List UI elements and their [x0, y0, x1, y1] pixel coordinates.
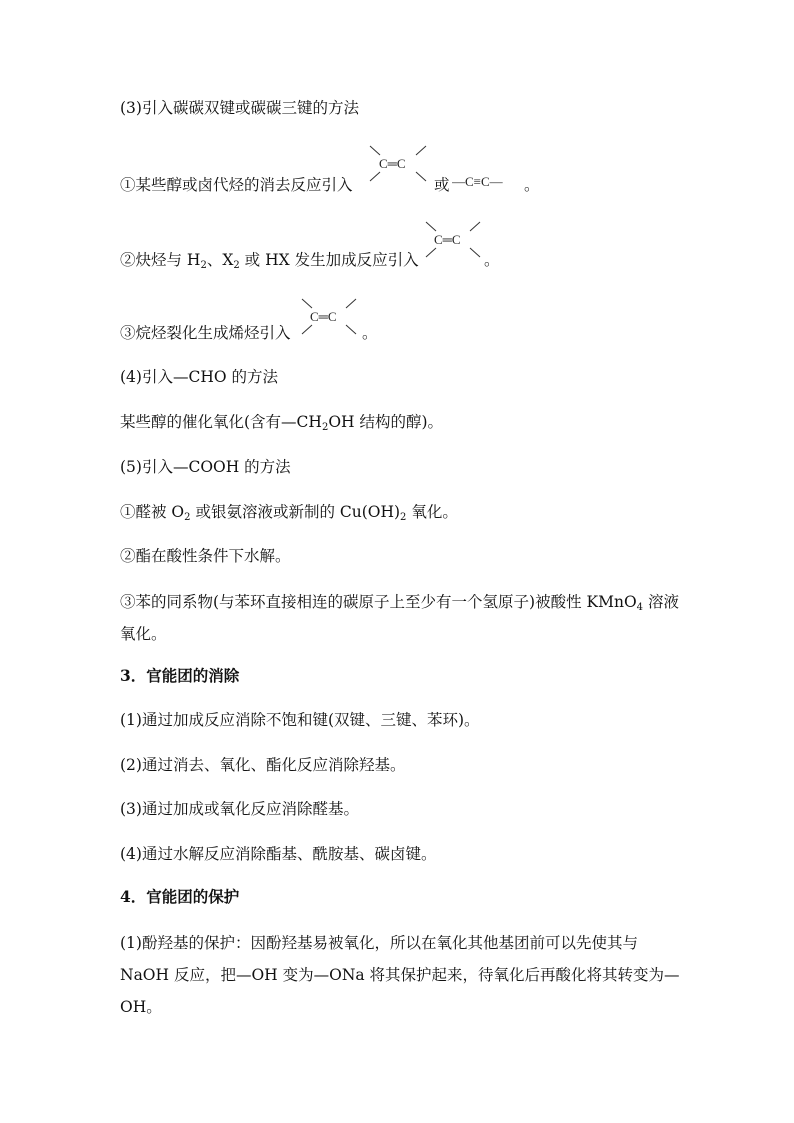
alkene-label: C═C — [379, 156, 406, 171]
protection-item-1: (1)酚羟基的保护：因酚羟基易被氧化，所以在氧化其他基团前可以先使其与 NaOH 反应，把—OH 变为—ONa 将其保护起来，待氧化后再酸化将其转变为—OH。 — [120, 934, 680, 1016]
section-4-text: 某些醇的催化氧化(含有$—CH_2OH$ 结构的醇)。 — [120, 413, 444, 433]
svg-text:C═C: C═C — [310, 309, 337, 324]
item-end-mark: 。 — [524, 176, 540, 194]
alkene-structure-1 — [366, 142, 430, 184]
item-text: ①某些醇或卤代烃的消去反应引入 — [120, 176, 353, 194]
section-4-heading: (4)引入—CHO 的方法 — [120, 368, 278, 386]
item-end-mark: 。 — [362, 324, 378, 342]
item-elimination-reaction — [120, 175, 353, 195]
or-connector: 或 — [434, 176, 450, 194]
section-5-item-1: ①醛被 $O_2$ 或银氨溶液或新制的 $Cu(OH)_2$ 氧化。 — [120, 503, 458, 523]
protection-heading: 4．官能团的保护 — [120, 887, 240, 906]
elimination-item-2: (2)通过消去、氧化、酯化反应消除羟基。 — [120, 756, 406, 774]
item-alkyne-addition: ②炔烃与 $H_2$、$X_2$ 或 HX 发生加成反应引入 — [120, 251, 419, 271]
alkyne-label: —C≡C— — [452, 174, 503, 189]
alkene-structure-3 — [298, 295, 360, 337]
section-5-item-2: ②酯在酸性条件下水解。 — [120, 547, 291, 565]
elimination-item-4: (4)通过水解反应消除酯基、酰胺基、碳卤键。 — [120, 845, 437, 863]
alkyne-structure — [452, 170, 520, 192]
svg-text:C═C: C═C — [434, 232, 461, 247]
item-end-mark: 。 — [484, 251, 500, 269]
section-3-heading: (3)引入碳碳双键或碳碳三键的方法 — [120, 99, 359, 117]
section-5-heading: (5)引入—COOH 的方法 — [120, 458, 291, 476]
section-5-item-3: ③苯的同系物(与苯环直接相连的碳原子上至少有一个氢原子)被酸性 KMnO$_4$ 溶液氧化。 — [120, 593, 679, 643]
item-alkane-cracking: ③烷烃裂化生成烯烃引入 — [120, 324, 291, 342]
elimination-heading: 3．官能团的消除 — [120, 666, 240, 685]
elimination-item-3: (3)通过加成或氧化反应消除醛基。 — [120, 800, 359, 818]
elimination-item-1: (1)通过加成反应消除不饱和键(双键、三键、苯环)。 — [120, 711, 480, 729]
alkene-structure-2 — [422, 218, 484, 260]
